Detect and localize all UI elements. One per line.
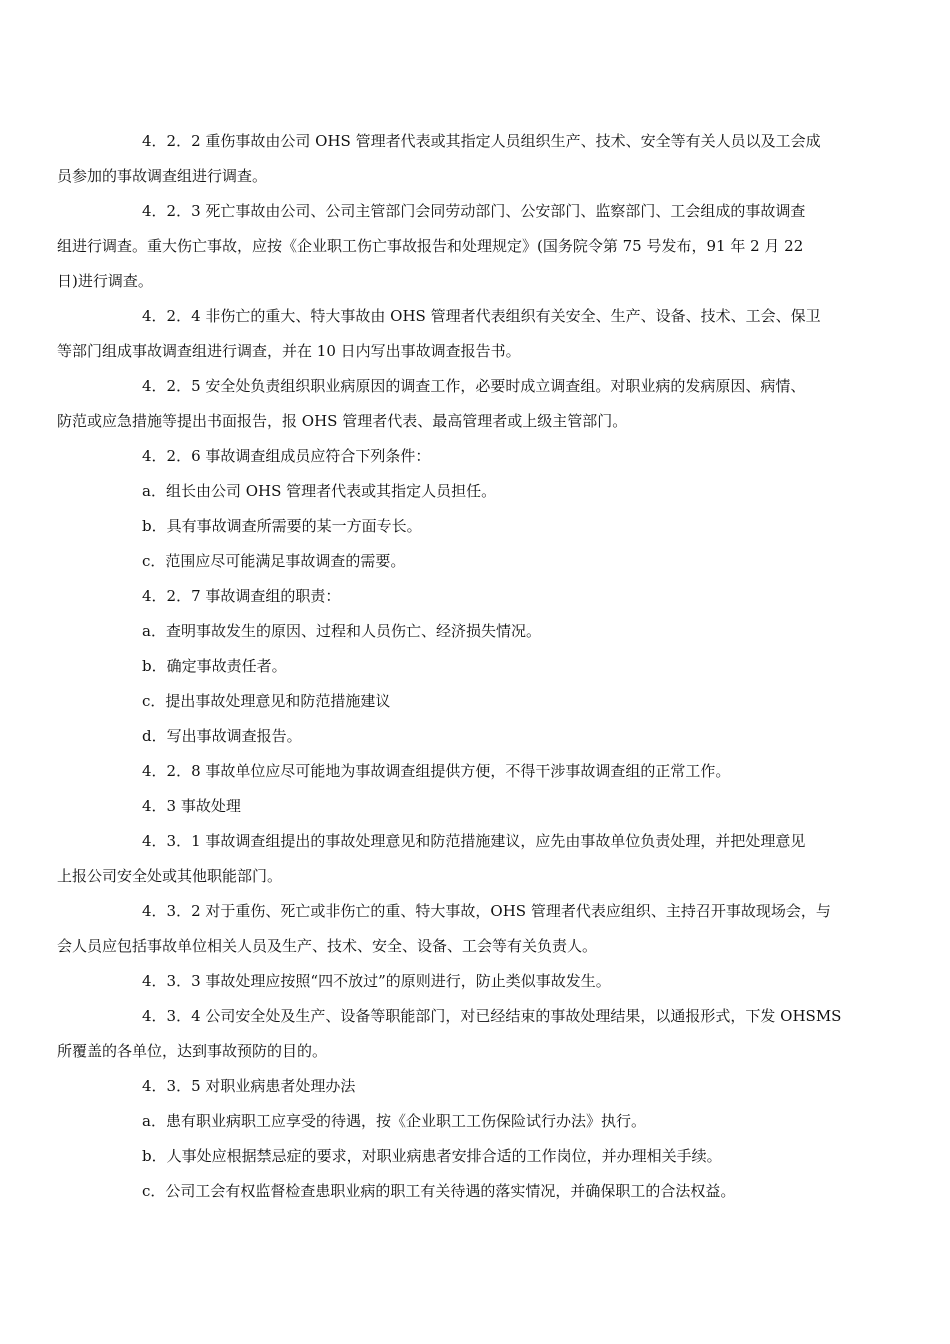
paragraph-first-line: b．人事处应根据禁忌症的要求，对职业病患者安排合适的工作岗位，并办理相关手续。 (142, 1147, 722, 1165)
paragraph-first-line: 4．2．3 死亡事故由公司、公司主管部门会同劳动部门、公安部门、监察部门、工会组成的事故调查 (142, 202, 806, 220)
paragraph-first-line: 4．2．7 事故调查组的职责： (142, 587, 341, 605)
paragraph-p14 (142, 754, 882, 789)
document-body (57, 124, 882, 1209)
paragraph-p22 (142, 1139, 882, 1174)
paragraph-first-line: 4．3．5 对职业病患者处理办法 (142, 1077, 356, 1095)
paragraph-first-line: 4．2．5 安全处负责组织职业病原因的调查工作，必要时成立调查组。对职业病的发病原因、病情、 (142, 377, 806, 395)
paragraph-p18 (142, 964, 882, 999)
paragraph-continuation-line: 所覆盖的各单位，达到事故预防的目的。 (57, 1042, 328, 1060)
paragraph-continuation-line: 等部门组成事故调查组进行调查，并在 10 日内写出事故调查报告书。 (57, 342, 521, 360)
paragraph-p13 (142, 719, 882, 754)
paragraph-continuation-line: 组进行调查。重大伤亡事故，应按《企业职工伤亡事故报告和处理规定》(国务院令第 75 号发布，91 年 2 月 22 (57, 237, 804, 255)
paragraph-continuation-line: 上报公司安全处或其他职能部门。 (57, 867, 283, 885)
paragraph-p20 (142, 1069, 882, 1104)
paragraph-first-line: 4．2．4 非伤亡的重大、特大事故由 OHS 管理者代表组织有关安全、生产、设备、技术、工会、保卫 (142, 307, 821, 325)
paragraph-p19 (57, 999, 882, 1069)
paragraph-first-line: 4．2．2 重伤事故由公司 OHS 管理者代表或其指定人员组织生产、技术、安全等有关人员以及工会成 (142, 132, 821, 150)
paragraph-p21 (142, 1104, 882, 1139)
paragraph-first-line: a．查明事故发生的原因、过程和人员伤亡、经济损失情况。 (142, 622, 541, 640)
paragraph-p2 (57, 194, 882, 299)
paragraph-continuation-line: 日)进行调查。 (57, 272, 153, 290)
paragraph-first-line: 4．3．2 对于重伤、死亡或非伤亡的重、特大事故，OHS 管理者代表应组织、主持召开事故现场会，与 (142, 902, 831, 920)
paragraph-continuation-line: 员参加的事故调查组进行调查。 (57, 167, 268, 185)
paragraph-first-line: 4．3．3 事故处理应按照“四不放过”的原则进行，防止类似事故发生。 (142, 972, 611, 990)
paragraph-first-line: b．具有事故调查所需要的某一方面专长。 (142, 517, 422, 535)
paragraph-p8 (142, 544, 882, 579)
paragraph-p7 (142, 509, 882, 544)
paragraph-continuation-line: 防范或应急措施等提出书面报告，报 OHS 管理者代表、最高管理者或上级主管部门。 (57, 412, 628, 430)
paragraph-first-line: c．公司工会有权监督检查患职业病的职工有关待遇的落实情况，并确保职工的合法权益。 (142, 1182, 736, 1200)
paragraph-first-line: c．范围应尽可能满足事故调查的需要。 (142, 552, 406, 570)
paragraph-p11 (142, 649, 882, 684)
paragraph-first-line: 4．2．8 事故单位应尽可能地为事故调查组提供方便，不得干涉事故调查组的正常工作。 (142, 762, 731, 780)
paragraph-continuation-line: 会人员应包括事故单位相关人员及生产、技术、安全、设备、工会等有关负责人。 (57, 937, 598, 955)
paragraph-p17 (57, 894, 882, 964)
paragraph-first-line: a．患有职业病职工应享受的待遇，按《企业职工工伤保险试行办法》执行。 (142, 1112, 646, 1130)
paragraph-p9 (142, 579, 882, 614)
paragraph-p23 (142, 1174, 882, 1209)
paragraph-first-line: 4．3．4 公司安全处及生产、设备等职能部门，对已经结束的事故处理结果，以通报形式，下发 OHSMS (142, 1007, 842, 1025)
paragraph-first-line: a．组长由公司 OHS 管理者代表或其指定人员担任。 (142, 482, 497, 500)
paragraph-first-line: 4．2．6 事故调查组成员应符合下列条件： (142, 447, 431, 465)
paragraph-first-line: b．确定事故责任者。 (142, 657, 287, 675)
paragraph-p15 (142, 789, 882, 824)
paragraph-p16 (57, 824, 882, 894)
paragraph-first-line: 4．3．1 事故调查组提出的事故处理意见和防范措施建议，应先由事故单位负责处理，并把处理意见 (142, 832, 806, 850)
paragraph-p1 (57, 124, 882, 194)
paragraph-first-line: d．写出事故调查报告。 (142, 727, 302, 745)
paragraph-first-line: c．提出事故处理意见和防范措施建议 (142, 692, 391, 710)
paragraph-p5 (142, 439, 882, 474)
paragraph-p10 (142, 614, 882, 649)
paragraph-p6 (142, 474, 882, 509)
paragraph-first-line: 4．3 事故处理 (142, 797, 241, 815)
paragraph-p12 (142, 684, 882, 719)
paragraph-p3 (57, 299, 882, 369)
paragraph-p4 (57, 369, 882, 439)
